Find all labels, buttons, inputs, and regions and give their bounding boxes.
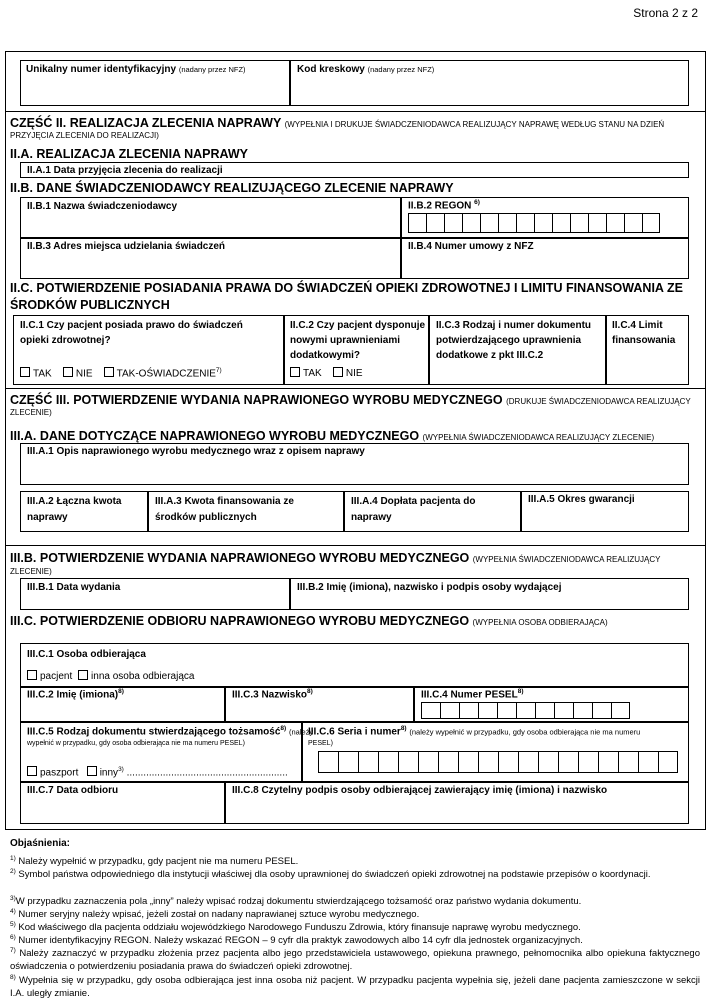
c8-label: III.C.8 Czytelny podpis osoby odbierającej zawierający imię (imiona) i nazwisko: [232, 785, 608, 796]
c1-nie-checkbox[interactable]: [63, 367, 73, 377]
divider: [5, 111, 706, 112]
part2-title: CZĘŚĆ II. REALIZACJA ZLECENIA NAPRAWY (WYPEŁNIA I DRUKUJE ŚWIADCZENIODAWCA REALIZUJĄCY NAPRAWĘ WEDŁUG STANU NA DZIEŃ: [10, 116, 665, 130]
a3-label: III.A.3 Kwota finansowania ze środków publicznych: [155, 496, 294, 523]
part3-a-title: III.A. DANE DOTYCZĄCE NAPRAWIONEGO WYROBU MEDYCZNEGO (WYPEŁNIA ŚWIADCZENIODAWCA REALIZUJĄCY ZLECENIE): [10, 429, 655, 443]
b4-label: II.B.4 Numer umowy z NFZ: [408, 241, 534, 252]
inna-osoba-checkbox[interactable]: [78, 670, 88, 680]
b1-label: III.B.1 Data wydania: [27, 582, 121, 593]
part3-c-title: III.C. POTWIERDZENIE ODBIORU NAPRAWIONEGO WYROBU MEDYCZNEGO (WYPEŁNIA OSOBA ODBIERAJĄCA): [10, 614, 608, 628]
c7-label: III.C.7 Data odbioru: [27, 785, 119, 796]
c3-label: III.C.3 Nazwisko$^{8)}$: [232, 688, 313, 701]
barcode-label: Kod kreskowy (nadany przez NFZ): [297, 64, 435, 75]
part3-title: CZĘŚĆ III. POTWIERDZENIE WYDANIA NAPRAWIONEGO WYROBU MEDYCZNEGO (DRUKUJE ŚWIADCZENIODAWCA REALIZUJĄCY: [10, 393, 691, 407]
divider: [5, 545, 706, 546]
a5-label: III.A.5 Okres gwarancji: [528, 494, 635, 505]
c1-label: II.C.1 Czy pacjent posiada prawo do świadczeń opieki zdrowotnej?: [20, 320, 243, 346]
c6-label: III.C.6 Seria i numer$^{8)}$ (należy wypełnić w przypadku, gdy osoba odbierająca nie ma numeru: [308, 725, 641, 738]
c1-options: pacjent inna osoba odbierająca: [27, 670, 194, 682]
part3-b-note: ZLECENIE): [10, 567, 52, 576]
footnotes-title: Objaśnienia:: [10, 838, 71, 849]
part2-b-title: II.B. DANE ŚWIADCZENIODAWCY REALIZUJĄCEGO ZLECENIE NAPRAWY: [10, 181, 454, 195]
regon-cells[interactable]: [408, 213, 660, 233]
part3-b-title: III.B. POTWIERDZENIE WYDANIA NAPRAWIONEGO WYROBU MEDYCZNEGO (WYPEŁNIA ŚWIADCZENIODAWCA REALIZUJĄCY: [10, 551, 661, 565]
part2-note: PRZYJĘCIA ZLECENIA DO REALIZACJI): [10, 131, 159, 140]
part2-c-title-1: II.C. POTWIERDZENIE POSIADANIA PRAWA DO ŚWIADCZEŃ OPIEKI ZDROWOTNEJ I LIMITU FINANSOWANIA ZE: [10, 281, 683, 295]
footnote: $^{2)}$ Symbol państwa odpowiedniego dla instytucji właściwej dla osoby uprawnionej do świadczeń opieki zdrowotnej na podstawie przepisów o koordynacji.: [10, 868, 651, 881]
c1-tak-osw-checkbox[interactable]: [104, 367, 114, 377]
c1-options: TAK NIE TAK-OŚWIADCZENIE$^{7)}$: [20, 367, 222, 379]
a1-label: III.A.1 Opis naprawionego wyrobu medycznego wraz z opisem naprawy: [27, 446, 365, 457]
pacjent-checkbox[interactable]: [27, 670, 37, 680]
c2-tak-checkbox[interactable]: [290, 367, 300, 377]
c5-options: paszport inny$^{3)}$ ..........................................................: [27, 766, 288, 778]
page-number: Strona 2 z 2: [633, 6, 698, 20]
footnote: $^{7)}$ Należy zaznaczyć w przypadku złożenia przez pacjenta albo jego przedstawiciela ustawowego, opiekuna prawnego, pełnomocnika albo opiekuna faktycznego oświadczenia o potwierdzeniu posiadania prawa do świadczeń opieki zdrowotnej.: [10, 947, 700, 972]
c1-tak-checkbox[interactable]: [20, 367, 30, 377]
paszport-checkbox[interactable]: [27, 766, 37, 776]
c2-nie-checkbox[interactable]: [333, 367, 343, 377]
footnote: $^{6)}$ Numer identyfikacyjny REGON. Należy wskazać REGON – 9 cyfr dla praktyk zawodowych albo 14 cyfr dla jednostek organizacyjnych.: [10, 934, 583, 947]
pesel-cells[interactable]: [421, 702, 630, 719]
c6-note: PESEL): [308, 740, 333, 747]
a2-label: III.A.2 Łączna kwota naprawy: [27, 496, 122, 523]
part2-a-title: II.A. REALIZACJA ZLECENIA NAPRAWY: [10, 147, 248, 161]
b2-label: III.B.2 Imię (imiona), nazwisko i podpis osoby wydającej: [297, 582, 562, 593]
part3-note: ZLECENIE): [10, 408, 52, 417]
b3-label: II.B.3 Adres miejsca udzielania świadczeń: [27, 241, 226, 252]
inny-input[interactable]: ..........................................................: [126, 767, 288, 779]
c5-note: wypełnić w przypadku, gdy osoba odbierająca nie ma numeru PESEL): [27, 740, 245, 747]
inny-checkbox[interactable]: [87, 766, 97, 776]
divider: [5, 388, 706, 389]
unique-id-label: Unikalny numer identyfikacyjny (nadany przez NFZ): [26, 64, 246, 75]
c2-label: II.C.2 Czy pacjent dysponuje nowymi uprawnieniami dodatkowymi?: [290, 320, 426, 361]
b2-label: II.B.2 REGON $^{6)}$: [408, 199, 480, 212]
footnote: $^{4)}$ Numer seryjny należy wpisać, jeżeli został on nadany naprawianej sztuce wyrobu medycznego.: [10, 908, 420, 921]
c1-label: III.C.1 Osoba odbierająca: [27, 649, 146, 660]
series-number-cells[interactable]: [318, 751, 678, 773]
c2-label: III.C.2 Imię (imiona)$^{8)}$: [27, 688, 124, 701]
c4-label: III.C.4 Numer PESEL$^{8)}$: [421, 688, 524, 701]
a1-label: II.A.1 Data przyjęcia zlecenia do realizacji: [27, 165, 223, 176]
footnote: $^{8)}$ Wypełnia się w przypadku, gdy osoba odbierająca jest inna osoba niż pacjent. W przypadku pacjenta wypełnia się, jeżeli dane pacjenta zamieszczone w sekcji I.A. uległy zmianie.: [10, 974, 700, 999]
b1-label: II.B.1 Nazwa świadczeniodawcy: [27, 201, 178, 212]
a4-label: III.A.4 Dopłata pacjenta do naprawy: [351, 496, 476, 523]
c2-options: TAK NIE: [290, 367, 363, 379]
c4-label: II.C.4 Limit finansowania: [612, 320, 676, 346]
c5-label: III.C.5 Rodzaj dokumentu stwierdzającego tożsamość$^{8)}$ (należy: [27, 725, 314, 738]
part2-c-title-2: ŚRODKÓW PUBLICZNYCH: [10, 298, 170, 312]
footnote: $^{3)}$W przypadku zaznaczenia pola „inny” należy wpisać rodzaj dokumentu stwierdzającego tożsamość oraz państwo wydania dokumentu.: [10, 895, 582, 908]
footnote: $^{1)}$ Należy wypełnić w przypadku, gdy pacjent nie ma numeru PESEL.: [10, 855, 299, 868]
footnote: $^{5)}$ Kod właściwego dla pacjenta oddziału wojewódzkiego Narodowego Funduszu Zdrowia, który finansuje naprawę wyrobu medycznego.: [10, 921, 581, 934]
c3-label: II.C.3 Rodzaj i numer dokumentu potwierdzającego uprawnienia dodatkowe z pkt III.C.2: [436, 320, 592, 361]
